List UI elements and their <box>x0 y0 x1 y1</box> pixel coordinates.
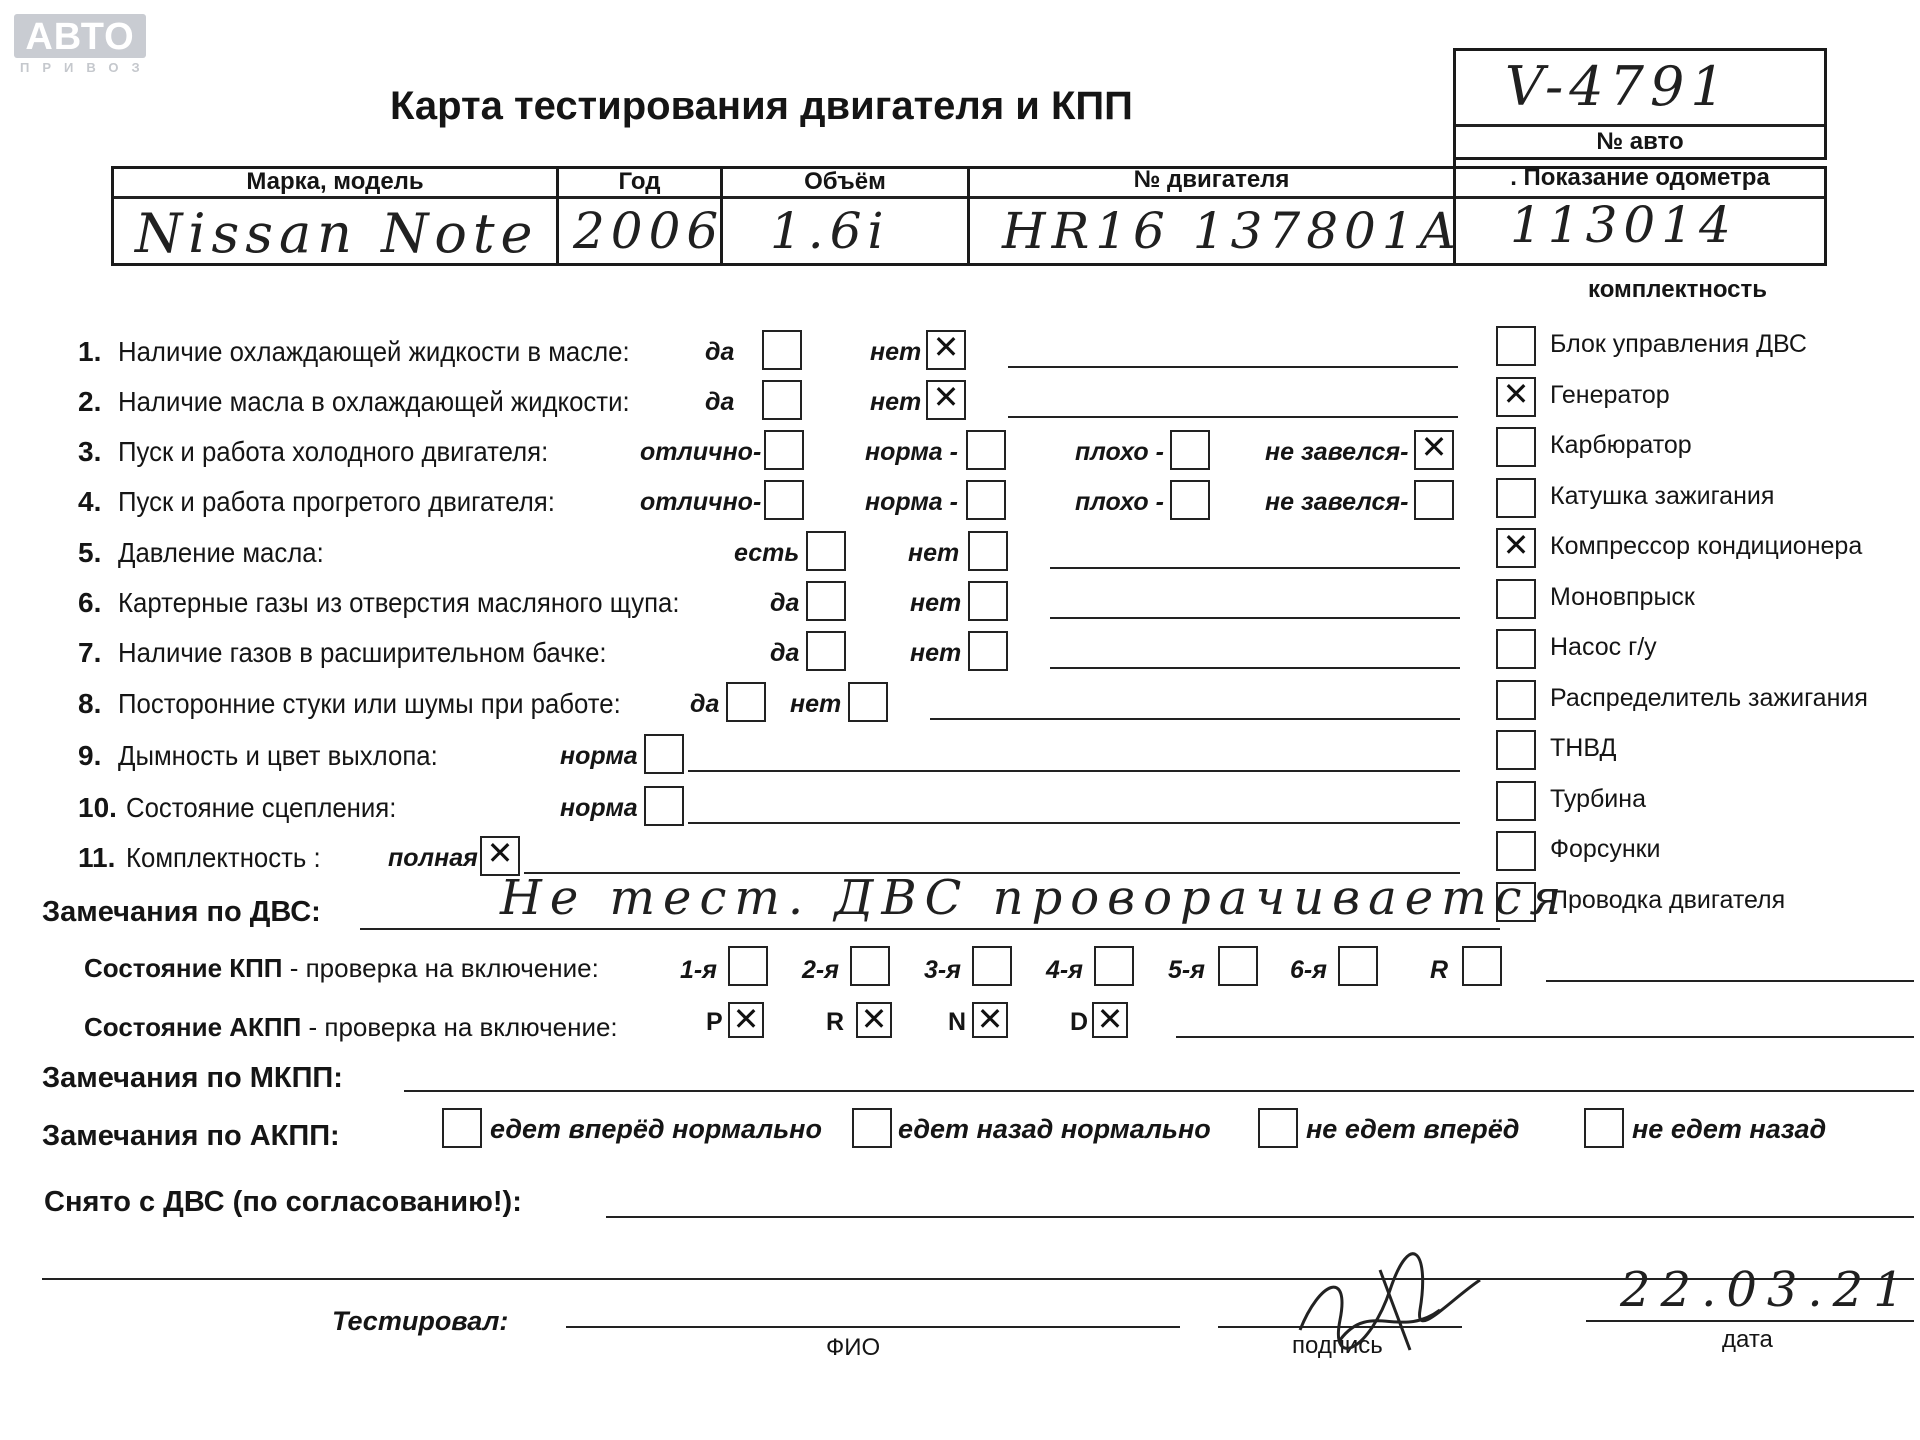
option-checkbox[interactable] <box>926 380 966 420</box>
completeness-item-label: Блок управления ДВС <box>1550 330 1807 358</box>
answer-line <box>1050 567 1460 569</box>
option-label: нет <box>870 338 922 366</box>
tested-by-label: Тестировал: <box>332 1306 509 1336</box>
question-text: Комплектность : <box>126 842 321 873</box>
option-checkbox[interactable] <box>1414 480 1454 520</box>
completeness-checkbox[interactable] <box>1496 528 1536 568</box>
question-text: Посторонние стуки или шумы при работе: <box>118 688 621 719</box>
auto-gear-checkbox[interactable] <box>856 1002 892 1038</box>
answer-line <box>688 822 1460 824</box>
mkpp-remarks-line <box>404 1090 1914 1092</box>
auto-number-divider <box>1456 124 1824 127</box>
akpp-option-label: не едет вперёд <box>1306 1114 1520 1144</box>
question-text: Состояние сцепления: <box>126 792 397 823</box>
option-checkbox[interactable] <box>806 581 846 621</box>
check-mark: ✕ <box>1502 374 1530 413</box>
option-label: нет <box>910 589 962 617</box>
gear-checkbox[interactable] <box>1462 946 1502 986</box>
option-label: нет <box>910 639 962 667</box>
signature-label: подпись <box>1292 1332 1383 1359</box>
gear-checkbox[interactable] <box>728 946 768 986</box>
option-label: отлично- <box>640 438 762 466</box>
option-checkbox[interactable] <box>1170 430 1210 470</box>
completeness-item-label: Компрессор кондиционера <box>1550 532 1863 560</box>
date-label: дата <box>1722 1326 1773 1353</box>
akpp-option-checkbox[interactable] <box>442 1108 482 1148</box>
completeness-checkbox[interactable] <box>1496 579 1536 619</box>
completeness-item-label: Генератор <box>1550 380 1670 409</box>
option-checkbox[interactable] <box>966 480 1006 520</box>
check-mark: ✕ <box>860 1000 888 1038</box>
question-number: 8. <box>78 688 102 719</box>
gear-checkbox[interactable] <box>1094 946 1134 986</box>
volume-header: Объём <box>804 168 886 195</box>
completeness-checkbox[interactable] <box>1496 326 1536 366</box>
check-mark: ✕ <box>486 834 514 872</box>
option-checkbox[interactable] <box>848 682 888 722</box>
option-checkbox[interactable] <box>764 480 804 520</box>
question-text: Пуск и работа прогретого двигателя: <box>118 486 555 517</box>
year-value: 2006 <box>573 202 725 260</box>
odometer-value: 113014 <box>1510 196 1737 254</box>
completeness-checkbox[interactable] <box>1496 781 1536 821</box>
auto-gear-checkbox[interactable] <box>728 1002 764 1038</box>
option-checkbox[interactable] <box>966 430 1006 470</box>
manual-gearbox-label: Состояние КПП - проверка на включение: <box>84 953 599 983</box>
option-label: отлично- <box>640 488 762 516</box>
signature-scribble <box>1280 1240 1500 1360</box>
gear-checkbox[interactable] <box>1218 946 1258 986</box>
completeness-checkbox[interactable] <box>1496 374 1536 417</box>
question-number: 9. <box>78 740 102 771</box>
page-title: Карта тестирования двигателя и КПП <box>390 84 1133 128</box>
option-checkbox[interactable] <box>1170 480 1210 520</box>
option-label: есть <box>734 539 800 567</box>
completeness-item-label: Моновпрыск <box>1550 582 1695 611</box>
auto-gear-label: P <box>706 1008 723 1036</box>
logo <box>14 14 153 75</box>
auto-gear-checkbox[interactable] <box>1092 1002 1128 1038</box>
option-label: плохо - <box>1075 488 1164 516</box>
option-label: не завелся- <box>1265 438 1409 466</box>
question-text: Дымность и цвет выхлопа: <box>118 740 438 771</box>
completeness-item-label: ТНВД <box>1550 734 1617 762</box>
option-label: норма <box>560 794 638 822</box>
question-text: Пуск и работа холодного двигателя: <box>118 436 549 467</box>
auto-gear-label: R <box>826 1008 845 1036</box>
volume-value: 1.6i <box>770 202 890 260</box>
check-mark: ✕ <box>1502 526 1530 564</box>
option-checkbox[interactable] <box>644 734 684 774</box>
option-checkbox[interactable] <box>762 330 802 370</box>
akpp-option-label: едет назад нормально <box>898 1114 1211 1144</box>
option-label: да <box>705 388 735 416</box>
question-number: 4. <box>78 486 102 517</box>
question-number: 3. <box>78 436 102 467</box>
question-number: 10. <box>78 792 117 823</box>
completeness-checkbox[interactable] <box>1496 629 1536 669</box>
question-text: Давление масла: <box>118 537 324 568</box>
check-mark: ✕ <box>932 378 960 416</box>
completeness-item-label: Форсунки <box>1550 835 1661 863</box>
completeness-item-label: Распределитель зажигания <box>1550 683 1868 712</box>
gear-checkbox[interactable] <box>850 946 890 986</box>
completeness-checkbox[interactable] <box>1496 680 1536 720</box>
option-checkbox[interactable] <box>726 682 766 722</box>
completeness-checkbox[interactable] <box>1496 478 1536 518</box>
completeness-checkbox[interactable] <box>1496 831 1536 871</box>
check-mark: ✕ <box>1420 428 1448 466</box>
completeness-item-label: Проводка двигателя <box>1550 885 1786 914</box>
question-number: 6. <box>78 587 102 618</box>
completeness-checkbox[interactable] <box>1496 730 1536 770</box>
auto-gearbox-label: Состояние АКПП - проверка на включение: <box>84 1012 618 1042</box>
option-checkbox[interactable] <box>762 380 802 420</box>
option-checkbox[interactable] <box>806 631 846 671</box>
completeness-item-label: Насос г/у <box>1550 633 1657 661</box>
akpp-option-label: не едет назад <box>1632 1114 1827 1144</box>
auto-gear-checkbox[interactable] <box>972 1002 1008 1038</box>
fio-label: ФИО <box>826 1334 881 1361</box>
check-mark: ✕ <box>732 1000 760 1038</box>
removed-line <box>606 1216 1914 1218</box>
option-label: нет <box>908 539 960 567</box>
auto-gear-label: N <box>948 1008 967 1036</box>
option-label: нет <box>790 690 842 718</box>
gear-checkbox[interactable] <box>1338 946 1378 986</box>
date-line <box>1586 1320 1914 1322</box>
gear-checkbox[interactable] <box>972 946 1012 986</box>
fio-line <box>566 1326 1180 1328</box>
question-text: Наличие масла в охлаждающей жидкости: <box>118 386 630 417</box>
option-label: плохо - <box>1075 438 1164 466</box>
completeness-item-label: Карбюратор <box>1550 431 1692 459</box>
auto-number-label: № авто <box>1596 128 1684 155</box>
check-mark: ✕ <box>932 328 960 366</box>
answer-line <box>1050 617 1460 619</box>
year-header: Год <box>618 168 661 195</box>
logo-text: АВТО <box>25 16 135 58</box>
option-label: норма <box>560 742 638 770</box>
option-label: норма - <box>865 438 958 466</box>
akpp-option-checkbox[interactable] <box>1584 1108 1624 1148</box>
odometer-header: . Показание одометра <box>1510 164 1770 191</box>
question-text: Картерные газы из отверстия масляного щупа: <box>118 587 680 618</box>
removed-label: Снято с ДВС (по согласованию!): <box>44 1186 522 1218</box>
engine-remarks-line <box>360 928 1500 930</box>
option-label: нет <box>870 388 922 416</box>
completeness-item-label: Катушка зажигания <box>1550 481 1775 510</box>
gear-label: 4-я <box>1046 956 1083 984</box>
completeness-checkbox[interactable] <box>1496 427 1536 467</box>
question-number: 1. <box>78 336 102 367</box>
akpp-option-label: едет вперёд нормально <box>490 1114 822 1144</box>
brand-model-value: Nissan Note <box>135 202 539 265</box>
completeness-item-label: Турбина <box>1550 784 1646 813</box>
completeness-title: комплектность <box>1588 276 1768 303</box>
akpp-option-checkbox[interactable] <box>1258 1108 1298 1148</box>
option-label: да <box>690 690 720 718</box>
option-label: полная <box>388 844 478 872</box>
engine-number-value: HR16 137801A <box>1002 202 1462 260</box>
answer-line <box>688 770 1460 772</box>
answer-line <box>1008 366 1458 368</box>
auto-gearbox-line <box>1176 1036 1914 1038</box>
answer-line <box>1050 667 1460 669</box>
gear-label: 1-я <box>680 956 717 984</box>
option-checkbox[interactable] <box>764 430 804 470</box>
option-checkbox[interactable] <box>968 531 1008 571</box>
gear-label: R <box>1430 956 1449 984</box>
gear-label: 5-я <box>1168 956 1205 984</box>
option-label: норма - <box>865 488 958 516</box>
gear-label: 2-я <box>802 956 839 984</box>
brand-model-header: Марка, модель <box>246 168 424 195</box>
answer-line <box>1008 416 1458 418</box>
option-label: да <box>705 338 735 366</box>
option-checkbox[interactable] <box>1414 430 1454 470</box>
question-number: 2. <box>78 386 102 417</box>
check-mark: ✕ <box>1096 1000 1124 1038</box>
date-value: 22.03.21 <box>1620 1262 1914 1318</box>
gear-label: 6-я <box>1290 956 1327 984</box>
question-number: 11. <box>78 842 116 873</box>
option-checkbox[interactable] <box>926 330 966 370</box>
option-checkbox[interactable] <box>968 631 1008 671</box>
manual-gearbox-line <box>1546 980 1914 982</box>
question-text: Наличие охлаждающей жидкости в масле: <box>118 336 630 367</box>
auto-gear-label: D <box>1070 1008 1089 1036</box>
option-checkbox[interactable] <box>644 786 684 826</box>
question-number: 5. <box>78 537 102 568</box>
mkpp-remarks-label: Замечания по МКПП: <box>42 1062 343 1094</box>
question-text: Наличие газов в расширительном бачке: <box>118 637 607 668</box>
option-checkbox[interactable] <box>968 581 1008 621</box>
option-label: да <box>770 639 800 667</box>
logo-subtext: ПРИВОЗ <box>20 60 153 75</box>
engine-number-header: № двигателя <box>1133 166 1290 193</box>
option-checkbox[interactable] <box>806 531 846 571</box>
engine-remarks-value: Не тест. ДВС проворачивается <box>500 870 1570 926</box>
option-label: да <box>770 589 800 617</box>
answer-line <box>930 718 1460 720</box>
gear-label: 3-я <box>924 956 961 984</box>
question-number: 7. <box>78 637 102 668</box>
option-label: не завелся- <box>1265 488 1409 516</box>
akpp-remarks-label: Замечания по АКПП: <box>42 1120 340 1152</box>
check-mark: ✕ <box>976 1000 1004 1038</box>
auto-number-value: V-4791 <box>1505 55 1731 118</box>
akpp-option-checkbox[interactable] <box>852 1108 892 1148</box>
engine-remarks-label: Замечания по ДВС: <box>42 896 321 928</box>
